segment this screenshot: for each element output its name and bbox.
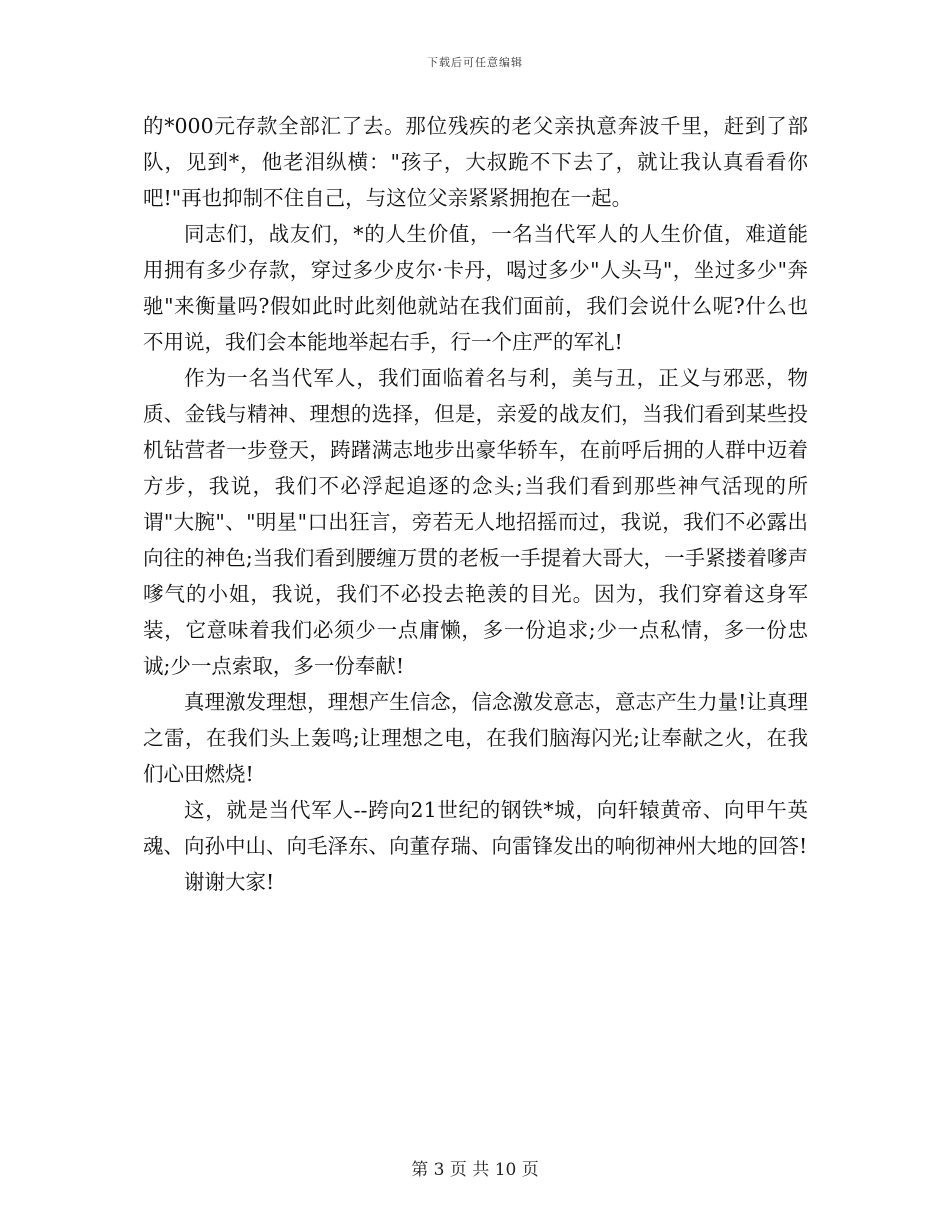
page-number-footer: 第 3 页 共 10 页 <box>411 1160 539 1180</box>
paragraph-6: 谢谢大家! <box>184 870 275 894</box>
paragraph-2: 同志们，战友们，*的人生价值，一名当代军人的人生价值，难道能用拥有多少存款，穿过多少皮尔·卡丹，喝过多少"人头马"，坐过多少"奔驰"来衡量吗?假如此时此刻他就站在我们面前，我们会说什么呢?什么也不用说，我们会本能地举起右手，行一个庄严的军礼! <box>143 222 808 354</box>
paragraph-1: 的*000元存款全部汇了去。那位残疾的老父亲执意奔波千里，赶到了部队，见到*，他老泪纵横："孩子，大叔跪不下去了，就让我认真看看你吧!"再也抑制不住自己，与这位父亲紧紧拥抱在一起。 <box>143 114 808 210</box>
paragraph-3: 作为一名当代军人，我们面临着名与利，美与丑，正义与邪恶，物质、金钱与精神、理想的选择，但是，亲爱的战友们，当我们看到某些投机钻营者一步登天，踌躇满志地步出豪华轿车，在前呼后拥的人群中迈着方步，我说，我们不必浮起追逐的念头;当我们看到那些神气活现的所谓"大腕"、"明星"口出狂言，旁若无人地招摇而过，我说，我们不必露出向往的神色;当我们看到腰缠万贯的老板一手提着大哥大，一手紧搂着嗲声嗲气的小姐，我说，我们不必投去艳羡的目光。因为，我们穿着这身军装，它意味着我们必须少一点庸懒，多一份追求;少一点私情，多一份忠诚;少一点索取，多一份奉献! <box>143 366 808 678</box>
page-header: 下载后可任意编辑 <box>427 56 523 69</box>
paragraph-4: 真理激发理想，理想产生信念，信念激发意志，意志产生力量!让真理之雷，在我们头上轰鸣;让理想之电，在我们脑海闪光;让奉献之火，在我们心田燃烧! <box>143 690 808 786</box>
paragraph-5: 这，就是当代军人--跨向21世纪的钢铁*城，向轩辕黄帝、向甲午英魂、向孙中山、向毛泽东、向董存瑞、向雷锋发出的响彻神州大地的回答! <box>143 798 808 858</box>
document-body <box>143 108 808 900</box>
